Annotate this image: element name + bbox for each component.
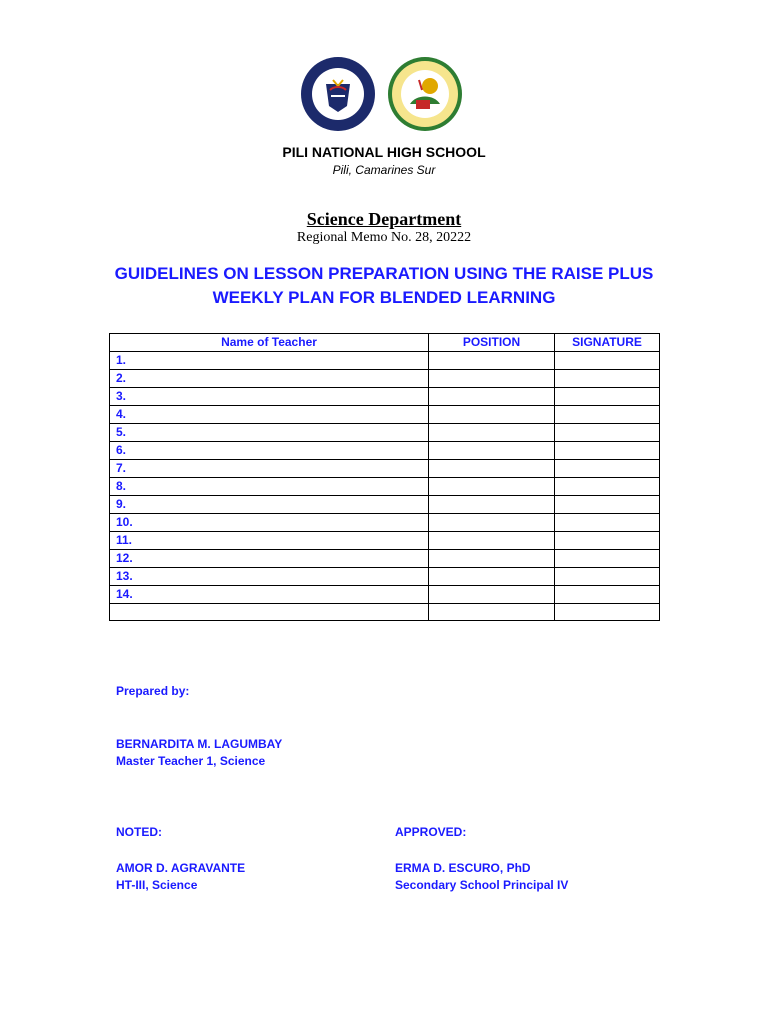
signature-cell[interactable] (555, 496, 660, 514)
signature-cell[interactable] (555, 550, 660, 568)
column-header-signature: SIGNATURE (555, 334, 660, 352)
teacher-name-cell[interactable]: 4. (110, 406, 429, 424)
table-row (110, 352, 660, 370)
prepared-by-block (116, 683, 189, 700)
teacher-name-cell[interactable]: 8. (110, 478, 429, 496)
teacher-name-cell[interactable]: 5. (110, 424, 429, 442)
teacher-name-cell[interactable]: 14. (110, 586, 429, 604)
approved-title: Secondary School Principal IV (395, 878, 569, 892)
position-cell[interactable] (429, 496, 555, 514)
signature-cell[interactable] (555, 514, 660, 532)
approved-signatory (395, 860, 568, 894)
position-cell[interactable] (429, 406, 555, 424)
noted-label: NOTED: (116, 825, 162, 839)
position-cell[interactable] (429, 460, 555, 478)
teacher-name-cell[interactable]: 6. (110, 442, 429, 460)
division-seal-logo (386, 56, 464, 132)
teacher-name-cell[interactable]: 13. (110, 568, 429, 586)
position-cell[interactable] (429, 568, 555, 586)
noted-block (116, 824, 162, 841)
table-row (110, 514, 660, 532)
table-row (110, 496, 660, 514)
school-name: PILI NATIONAL HIGH SCHOOL (282, 144, 486, 160)
teacher-signature-table (109, 333, 660, 621)
teacher-name-cell[interactable]: 9. (110, 496, 429, 514)
teacher-name-cell[interactable] (110, 604, 429, 621)
school-location: Pili, Camarines Sur (332, 163, 436, 177)
signature-cell[interactable] (555, 478, 660, 496)
table-row (110, 586, 660, 604)
signature-cell[interactable] (555, 442, 660, 460)
signature-cell[interactable] (555, 604, 660, 621)
teacher-name-cell[interactable]: 3. (110, 388, 429, 406)
teacher-name-cell[interactable]: 1. (110, 352, 429, 370)
position-cell[interactable] (429, 532, 555, 550)
teacher-name-cell[interactable]: 10. (110, 514, 429, 532)
signature-cell[interactable] (555, 406, 660, 424)
document-title-line-1: GUIDELINES ON LESSON PREPARATION USING THE RAISE PLUS (114, 264, 654, 283)
signature-cell[interactable] (555, 532, 660, 550)
position-cell[interactable] (429, 388, 555, 406)
column-header-name: Name of Teacher (110, 334, 429, 352)
signature-cell[interactable] (555, 568, 660, 586)
position-cell[interactable] (429, 352, 555, 370)
preparer-name: BERNARDITA M. LAGUMBAY (116, 737, 283, 751)
department-heading: Science Department (306, 209, 462, 229)
table-row (110, 604, 660, 621)
teacher-name-cell[interactable]: 11. (110, 532, 429, 550)
noted-signatory (116, 860, 245, 894)
position-cell[interactable] (429, 514, 555, 532)
table-row (110, 370, 660, 388)
position-cell[interactable] (429, 370, 555, 388)
header-logos (300, 56, 472, 132)
position-cell[interactable] (429, 442, 555, 460)
preparer-block (116, 736, 282, 770)
table-row (110, 478, 660, 496)
table-row (110, 550, 660, 568)
teacher-name-cell[interactable]: 2. (110, 370, 429, 388)
preparer-title: Master Teacher 1, Science (116, 754, 266, 768)
document-title (0, 262, 768, 310)
teacher-name-cell[interactable]: 7. (110, 460, 429, 478)
position-cell[interactable] (429, 604, 555, 621)
position-cell[interactable] (429, 550, 555, 568)
noted-name: AMOR D. AGRAVANTE (116, 861, 246, 875)
signature-cell[interactable] (555, 460, 660, 478)
position-cell[interactable] (429, 424, 555, 442)
signature-cell[interactable] (555, 424, 660, 442)
memo-reference: Regional Memo No. 28, 20222 (296, 230, 472, 245)
table-row (110, 388, 660, 406)
table-row (110, 460, 660, 478)
signature-cell[interactable] (555, 388, 660, 406)
table-row (110, 568, 660, 586)
deped-seal-logo (300, 56, 376, 132)
position-cell[interactable] (429, 478, 555, 496)
approved-name: ERMA D. ESCURO, PhD (395, 861, 531, 875)
table-row (110, 406, 660, 424)
signature-cell[interactable] (555, 586, 660, 604)
table-row (110, 532, 660, 550)
teacher-name-cell[interactable]: 12. (110, 550, 429, 568)
prepared-by-label: Prepared by: (116, 684, 190, 698)
table-header-row (110, 334, 660, 352)
document-title-line-2: WEEKLY PLAN FOR BLENDED LEARNING (212, 288, 556, 307)
column-header-position: POSITION (429, 334, 555, 352)
noted-title: HT-III, Science (116, 878, 198, 892)
signature-cell[interactable] (555, 352, 660, 370)
table-row (110, 424, 660, 442)
approved-block (395, 824, 466, 841)
position-cell[interactable] (429, 586, 555, 604)
approved-label: APPROVED: (395, 825, 467, 839)
signature-cell[interactable] (555, 370, 660, 388)
table-row (110, 442, 660, 460)
